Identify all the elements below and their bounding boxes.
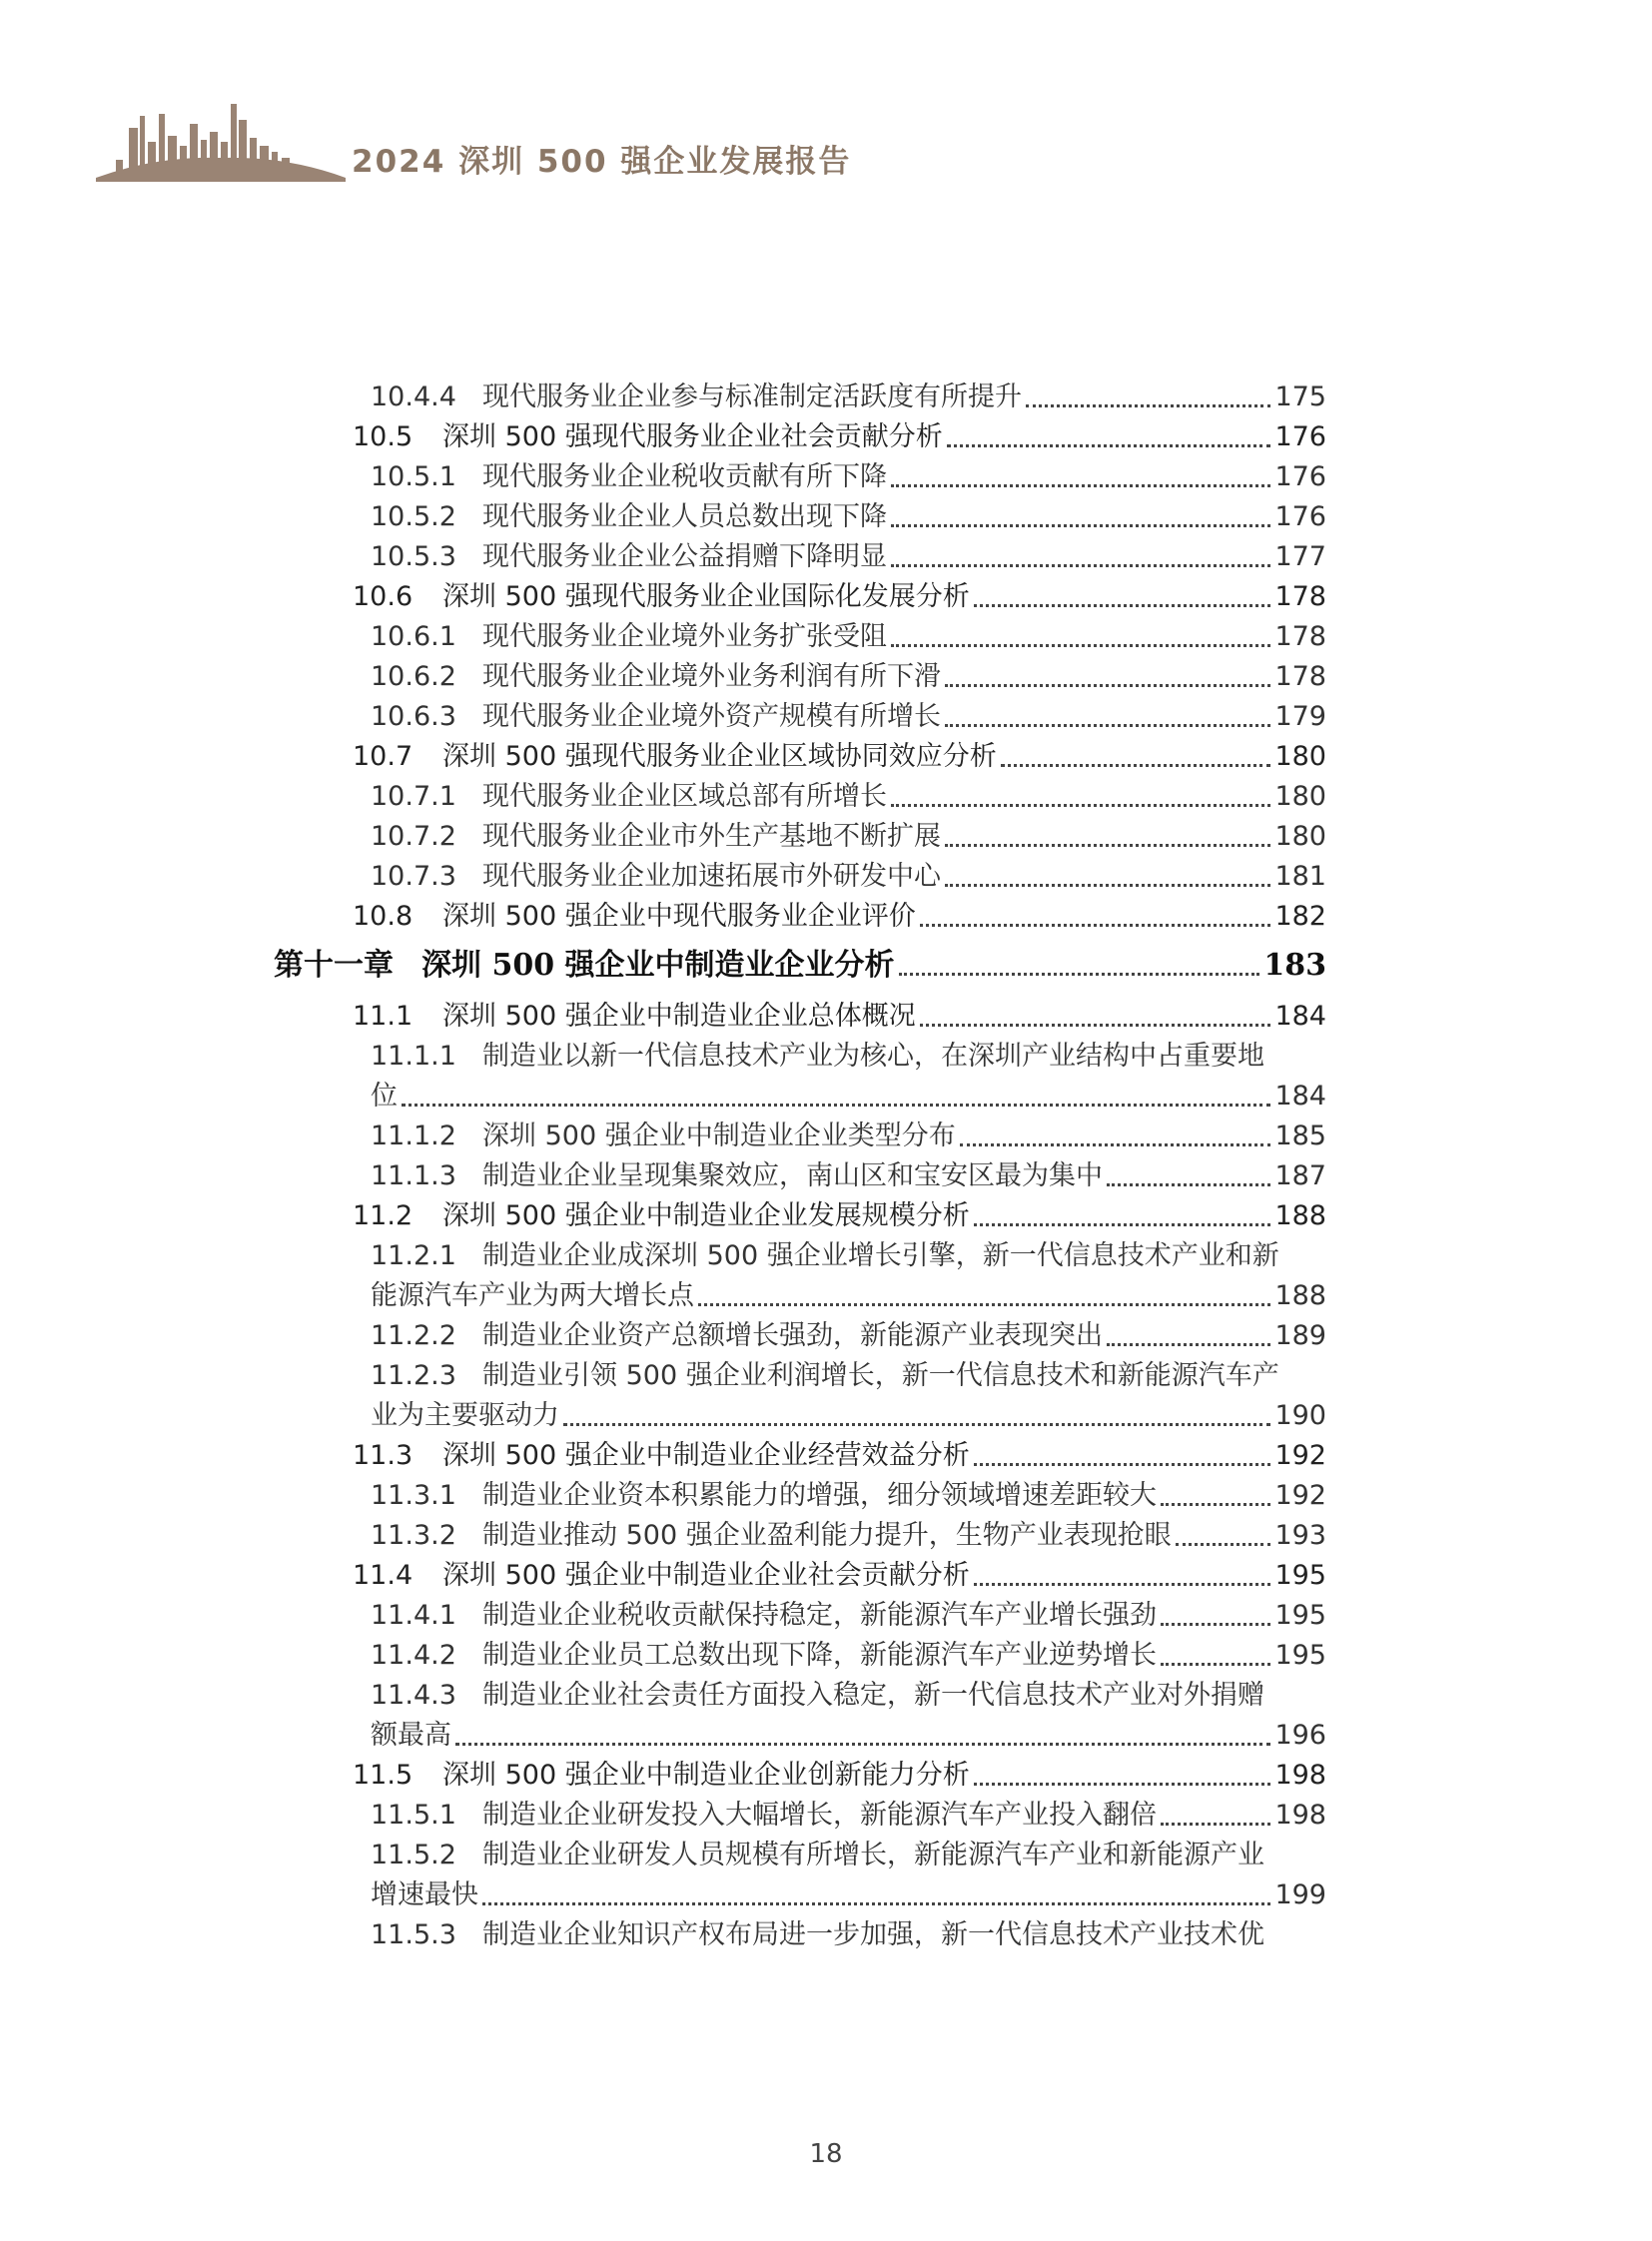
toc-entry-title: 制造业企业社会责任方面投入稳定，新一代信息技术产业对外捐赠 [482,1680,1264,1711]
city-skyline-icon [96,96,346,186]
leader-dots [402,1104,1270,1107]
toc-entry-page: 177 [1274,541,1326,572]
toc-entry-title: 现代服务业企业区域总部有所增长 [482,781,887,812]
leader-dots [974,1783,1271,1786]
toc-entry-number: 10.8 [353,901,413,932]
leader-dots [920,1024,1271,1027]
leader-dots [974,604,1271,607]
toc-entry-page: 198 [1274,1760,1326,1791]
toc-entry-title: 深圳 500 强企业中制造业企业社会贡献分析 [442,1560,970,1591]
toc-entry-title: 制造业企业研发人员规模有所增长，新能源汽车产业和新能源产业 [482,1840,1264,1870]
toc-entry-number: 10.6.2 [371,661,456,692]
toc-entry-number: 10.7.1 [371,781,456,812]
toc-entry-title: 深圳 500 强现代服务业企业国际化发展分析 [442,581,970,612]
toc-entry-number: 11.5 [353,1760,413,1791]
toc-entry-number: 11.2 [353,1200,413,1231]
toc-entry[interactable] [371,1915,1326,1955]
toc-entry-title: 现代服务业企业市外生产基地不断扩展 [482,821,941,852]
leader-dots [974,1583,1271,1586]
toc-entry-title: 制造业企业呈现集聚效应，南山区和宝安区最为集中 [482,1160,1103,1191]
toc-entry[interactable] [353,1756,1326,1796]
toc-entry[interactable] [371,857,1326,897]
toc-entry-number: 11.4.2 [371,1640,456,1671]
toc-entry[interactable] [371,1516,1326,1556]
toc-entry-number: 11.2.1 [371,1240,456,1271]
toc-entry[interactable] [353,1556,1326,1596]
toc-chapter-entry[interactable] [274,944,1326,988]
toc-entry[interactable] [371,537,1326,577]
toc-entry-page: 180 [1274,821,1326,852]
toc-entry-title: 制造业企业资本积累能力的增强，细分领域增速差距较大 [482,1480,1157,1511]
toc-entry-title: 深圳 500 强现代服务业企业社会贡献分析 [442,421,943,452]
toc-entry-number: 10.6 [353,581,413,612]
toc-entry-title: 制造业企业成深圳 500 强企业增长引擎，新一代信息技术产业和新 [482,1240,1279,1271]
toc-entry-title: 制造业推动 500 强企业盈利能力提升，生物产业表现抢眼 [482,1520,1172,1551]
toc-entry-title: 深圳 500 强企业中制造业企业类型分布 [482,1120,956,1151]
leader-dots [698,1303,1270,1306]
toc-entry-title: 深圳 500 强企业中制造业企业发展规模分析 [442,1200,970,1231]
leader-dots [1161,1623,1270,1626]
toc-entry-page: 178 [1274,581,1326,612]
toc-entry-title: 深圳 500 强企业中制造业企业总体概况 [442,1001,916,1032]
toc-entry-number: 11.3 [353,1440,413,1471]
leader-dots [455,1743,1270,1746]
leader-dots [891,484,1270,487]
toc-entry-title: 现代服务业企业境外业务扩张受阻 [482,621,887,652]
toc-entry[interactable] [353,417,1326,457]
toc-entry[interactable] [371,1796,1326,1836]
toc-entry[interactable] [371,1117,1326,1156]
toc-entry-page: 192 [1274,1480,1326,1511]
toc-entry[interactable] [371,1356,1326,1396]
leader-dots [945,844,1270,847]
toc-entry[interactable] [371,457,1326,497]
toc-entry-number: 11.1.2 [371,1120,456,1151]
leader-dots [974,1223,1271,1226]
toc-entry-title: 制造业以新一代信息技术产业为核心，在深圳产业结构中占重要地 [482,1041,1264,1072]
toc-entry-title: 制造业企业研发投入大幅增长，新能源汽车产业投入翻倍 [482,1800,1157,1831]
toc-entry-number: 10.4.4 [371,381,456,412]
toc-entry-number: 11.4.3 [371,1680,456,1711]
toc-entry-title: 深圳 500 强企业中制造业企业经营效益分析 [442,1440,970,1471]
toc-entry[interactable] [371,697,1326,737]
leader-dots [974,1463,1271,1466]
toc-entry[interactable] [371,1316,1326,1356]
toc-entry-page: 193 [1274,1520,1326,1551]
toc-entry-number: 11.4 [353,1560,413,1591]
leader-dots [899,973,1260,976]
report-header [96,96,895,186]
leader-dots [1001,764,1271,767]
toc-entry[interactable] [371,1836,1326,1875]
leader-dots [1161,1823,1270,1826]
toc-entry[interactable] [371,377,1326,417]
toc-entry-number: 11.5.2 [371,1840,456,1870]
toc-entry-title: 深圳 500 强企业中现代服务业企业评价 [442,901,916,932]
leader-dots [1161,1663,1270,1666]
leader-dots [891,804,1270,807]
toc-entry-title: 深圳 500 强企业中制造业企业分析 [421,948,895,983]
toc-entry-number: 11.1.3 [371,1160,456,1191]
toc-entry-title: 额最高 [371,1720,451,1751]
toc-entry-page: 184 [1274,1081,1326,1112]
toc-entry-continuation[interactable] [371,1716,1326,1756]
toc-entry[interactable] [353,1436,1326,1476]
toc-entry-number: 11.5.1 [371,1800,456,1831]
toc-entry-number: 11.1.1 [371,1041,456,1072]
leader-dots [947,444,1271,447]
toc-entry-number: 10.7.2 [371,821,456,852]
toc-entry[interactable] [371,777,1326,817]
toc-entry-page: 178 [1274,661,1326,692]
toc-entry-title: 深圳 500 强企业中制造业企业创新能力分析 [442,1760,970,1791]
toc-entry-page: 195 [1274,1640,1326,1671]
toc-entry-title: 现代服务业企业公益捐赠下降明显 [482,541,887,572]
toc-entry-number: 11.2.3 [371,1360,456,1391]
toc-entry-number: 10.6.3 [371,701,456,732]
toc-entry-page: 195 [1274,1560,1326,1591]
leader-dots [482,1902,1270,1905]
leader-dots [1026,404,1270,407]
toc-entry-number: 11.4.1 [371,1600,456,1631]
toc-entry-page: 183 [1263,948,1326,983]
toc-entry-page: 196 [1274,1720,1326,1751]
leader-dots [960,1143,1271,1146]
toc-entry[interactable] [371,1236,1326,1276]
toc-entry-page: 188 [1274,1280,1326,1311]
toc-entry-page: 182 [1274,901,1326,932]
toc-entry-number: 11.2.2 [371,1320,456,1351]
toc-entry[interactable] [371,1596,1326,1636]
toc-entry-title: 制造业引领 500 强企业利润增长，新一代信息技术和新能源汽车产 [482,1360,1279,1391]
toc-entry-page: 184 [1274,1001,1326,1032]
toc-entry-number: 11.3.1 [371,1480,456,1511]
leader-dots [945,884,1270,887]
page-number: 18 [809,2139,843,2169]
toc-entry-number: 11.5.3 [371,1919,456,1950]
toc-entry-title: 增速最快 [371,1879,478,1910]
toc-entry[interactable] [371,1676,1326,1716]
toc-entry[interactable] [371,657,1326,697]
toc-entry-number: 10.6.1 [371,621,456,652]
toc-entry-number: 10.7 [353,741,413,772]
report-title: 2024 深圳 500 强企业发展报告 [352,144,852,180]
toc-entry-page: 190 [1274,1400,1326,1431]
toc-entry-page: 188 [1274,1200,1326,1231]
toc-entry[interactable] [353,737,1326,777]
leader-dots [1107,1183,1270,1186]
toc-entry[interactable] [371,1636,1326,1676]
toc-entry-title: 制造业企业员工总数出现下降，新能源汽车产业逆势增长 [482,1640,1157,1671]
toc-entry[interactable] [353,897,1326,937]
leader-dots [945,724,1270,727]
toc-entry-title: 能源汽车产业为两大增长点 [371,1280,694,1311]
toc-entry-page: 195 [1274,1600,1326,1631]
toc-entry[interactable] [353,997,1326,1037]
toc-entry[interactable] [371,1156,1326,1196]
toc-entry-continuation[interactable] [371,1875,1326,1915]
toc-entry-title: 制造业企业知识产权布局进一步加强，新一代信息技术产业技术优 [482,1919,1264,1950]
toc-entry-title: 现代服务业企业人员总数出现下降 [482,501,887,532]
toc-entry[interactable] [371,497,1326,537]
leader-dots [891,564,1270,567]
toc-entry-title: 深圳 500 强现代服务业企业区域协同效应分析 [442,741,997,772]
leader-dots [945,684,1270,687]
toc-entry-page: 176 [1274,461,1326,492]
toc-entry-page: 175 [1274,381,1326,412]
toc-entry-number: 10.5 [353,421,413,452]
toc-entry-title: 现代服务业企业境外资产规模有所增长 [482,701,941,732]
toc-entry-page: 185 [1274,1120,1326,1151]
toc-entry[interactable] [371,817,1326,857]
toc-entry-page: 179 [1274,701,1326,732]
toc-entry-page: 176 [1274,421,1326,452]
leader-dots [1107,1343,1270,1346]
toc-entry-title: 现代服务业企业加速拓展市外研发中心 [482,861,941,892]
toc-entry-page: 180 [1274,741,1326,772]
toc-entry-page: 192 [1274,1440,1326,1471]
toc-entry-title: 位 [371,1081,398,1112]
toc-entry-number: 第十一章 [274,948,394,983]
toc-entry-title: 现代服务业企业税收贡献有所下降 [482,461,887,492]
toc-entry[interactable] [353,1196,1326,1236]
toc-entry-number: 10.5.1 [371,461,456,492]
toc-entry-page: 180 [1274,781,1326,812]
toc-entry-title: 制造业企业资产总额增长强劲，新能源产业表现突出 [482,1320,1103,1351]
toc-entry[interactable] [371,1476,1326,1516]
toc-entry-page: 189 [1274,1320,1326,1351]
toc-entry[interactable] [371,617,1326,657]
leader-dots [891,644,1270,647]
toc-entry[interactable] [353,577,1326,617]
toc-entry-page: 176 [1274,501,1326,532]
toc-entry-title: 制造业企业税收贡献保持稳定，新能源汽车产业增长强劲 [482,1600,1157,1631]
toc-entry-continuation[interactable] [371,1276,1326,1316]
leader-dots [891,524,1270,527]
toc-entry-number: 10.5.2 [371,501,456,532]
toc-entry-number: 10.5.3 [371,541,456,572]
toc-entry-page: 199 [1274,1879,1326,1910]
toc-entry[interactable] [371,1037,1326,1077]
toc-entry-title: 现代服务业企业境外业务利润有所下滑 [482,661,941,692]
toc-entry-page: 181 [1274,861,1326,892]
toc-entry-page: 198 [1274,1800,1326,1831]
leader-dots [563,1423,1270,1426]
toc-entry-title: 现代服务业企业参与标准制定活跃度有所提升 [482,381,1022,412]
toc-entry-page: 187 [1274,1160,1326,1191]
toc-entry-continuation[interactable] [371,1396,1326,1436]
toc-entry-title: 业为主要驱动力 [371,1400,559,1431]
leader-dots [1176,1543,1271,1546]
leader-dots [1161,1503,1270,1506]
toc-entry-number: 11.3.2 [371,1520,456,1551]
toc-entry-continuation[interactable] [371,1077,1326,1117]
leader-dots [920,924,1271,927]
toc-entry-number: 10.7.3 [371,861,456,892]
toc-entry-number: 11.1 [353,1001,413,1032]
toc-entry-page: 178 [1274,621,1326,652]
